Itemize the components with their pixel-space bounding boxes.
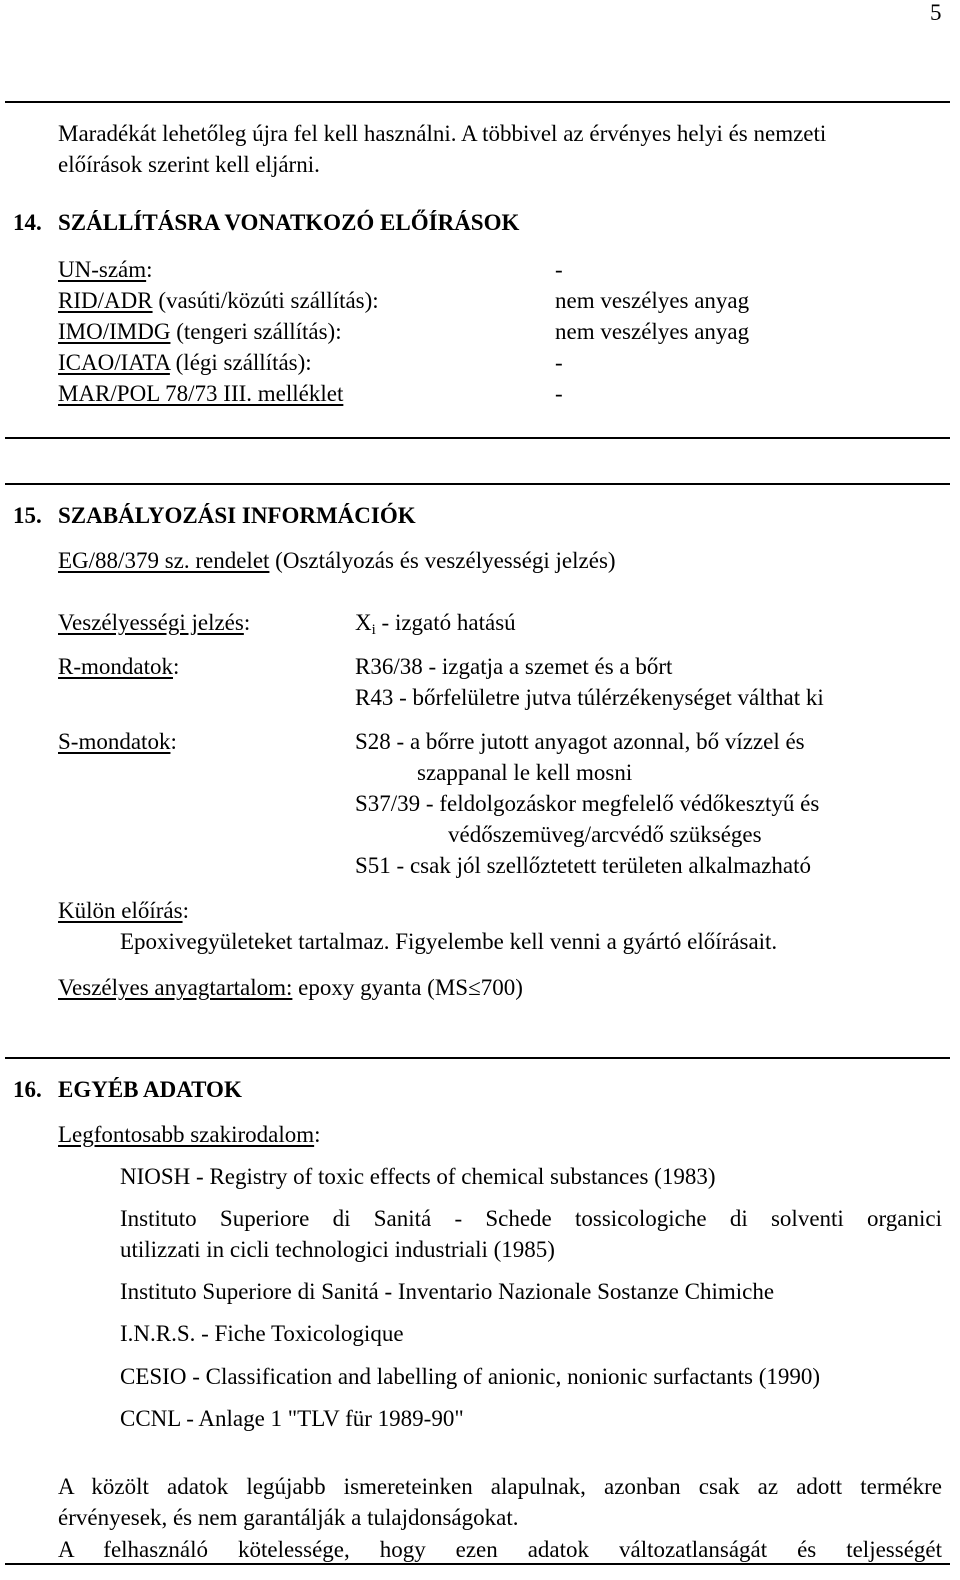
page-number: 5 (930, 0, 942, 25)
s-phrase: S51 - csak jól szellőztetett területen alkalmazható (355, 853, 811, 878)
section-14-title: SZÁLLÍTÁSRA VONATKOZÓ ELŐÍRÁSOK (58, 210, 520, 235)
regulation-line: EG/88/379 sz. rendelet (Osztályozás és veszélyességi jelzés) (58, 548, 616, 573)
s-phrase-continued: szappanal le kell mosni (417, 760, 633, 785)
s-phrase: S28 - a bőrre jutott anyagot azonnal, bő vízzel és (355, 729, 805, 754)
transport-value: - (555, 381, 563, 406)
s-phrases-label: S-mondatok: (58, 729, 177, 754)
transport-label: MAR/POL 78/73 III. melléklet (58, 381, 344, 406)
transport-label: RID/ADR (58, 288, 153, 313)
reference-item: CESIO - Classification and labelling of anionic, nonionic surfactants (1990) (120, 1364, 821, 1389)
section-16-title: EGYÉB ADATOK (58, 1077, 242, 1102)
hazardous-content: Veszélyes anyagtartalom: epoxy gyanta (MS≤700) (58, 975, 523, 1000)
less-equal-symbol: ≤ (468, 975, 481, 1000)
regulation-name: EG/88/379 sz. rendelet (58, 548, 270, 573)
transport-value: nem veszélyes anyag (555, 288, 750, 313)
reference-item: I.N.R.S. - Fiche Toxicologique (120, 1321, 404, 1346)
section-15-title: SZABÁLYOZÁSI INFORMÁCIÓK (58, 503, 416, 528)
divider-14-end (5, 437, 950, 439)
r-phrase: R36/38 - izgatja a szemet és a bőrt (355, 654, 673, 679)
intro-line-1: Maradékát lehetőleg újra fel kell használni. A többivel az érvényes helyi és nemzeti (58, 121, 827, 146)
divider-bottom (5, 1563, 950, 1565)
transport-value: nem veszélyes anyag (555, 319, 750, 344)
section-15-number: 15. (13, 503, 42, 528)
transport-row-imo-imdg: IMO/IMDG (tengeri szállítás): (58, 319, 342, 344)
hazard-label: Veszélyességi jelzés: (58, 610, 251, 635)
reference-item: Instituto Superiore di Sanitá - Schede tossicologiche di solventi organici (120, 1206, 942, 1231)
closing-line: érvényesek, és nem garantálják a tulajdonságokat. (58, 1505, 519, 1530)
special-label: Külön előírás: (58, 898, 189, 923)
hazardous-content-label: Veszélyes anyagtartalom: (58, 975, 293, 1000)
hazard-value: $X_i$ - izgató hatású (355, 610, 516, 638)
transport-value: - (555, 257, 563, 282)
transport-row-marpol (58, 378, 343, 409)
s-phrase-continued: védőszemüveg/arcvédő szükséges (448, 822, 762, 847)
s-phrase: S37/39 - feldolgozáskor megfelelő védőkesztyű és (355, 791, 820, 816)
reference-item: NIOSH - Registry of toxic effects of chemical substances (1983) (120, 1164, 716, 1189)
transport-row-un: UN-szám: (58, 257, 153, 282)
r-phrase: R43 - bőrfelületre jutva túlérzékenységet válthat ki (355, 685, 824, 710)
transport-value: - (555, 350, 563, 375)
special-text: Epoxivegyületeket tartalmaz. Figyelembe kell venni a gyártó előírásait. (120, 929, 778, 954)
section-14-number: 14. (13, 210, 42, 235)
divider-16-start (5, 1057, 950, 1059)
transport-row-rid-adr: RID/ADR (vasúti/közúti szállítás): (58, 288, 379, 313)
transport-label: IMO/IMDG (58, 319, 171, 344)
divider-top (5, 101, 950, 103)
reference-item-continued: utilizzati in cicli technologici industriali (1985) (120, 1237, 555, 1262)
reference-item: Instituto Superiore di Sanitá - Inventario Nazionale Sostanze Chimiche (120, 1279, 775, 1304)
transport-row-icao-iata: ICAO/IATA (légi szállítás): (58, 350, 312, 375)
intro-line-2: előírások szerint kell eljárni. (58, 152, 320, 177)
reference-item: CCNL - Anlage 1 "TLV für 1989-90" (120, 1406, 464, 1431)
literature-label: Legfontosabb szakirodalom: (58, 1122, 321, 1147)
divider-15-start (5, 483, 950, 485)
r-phrases-label: R-mondatok: (58, 654, 180, 679)
closing-line: A felhasználó kötelessége, hogy ezen adatok változatlanságát és teljességét (58, 1537, 942, 1562)
closing-line: A közölt adatok legújabb ismereteinken alapulnak, azonban csak az adott termékre (58, 1474, 942, 1499)
transport-label: ICAO/IATA (58, 350, 170, 375)
section-16-number: 16. (13, 1077, 42, 1102)
transport-label: UN-szám (58, 257, 147, 282)
